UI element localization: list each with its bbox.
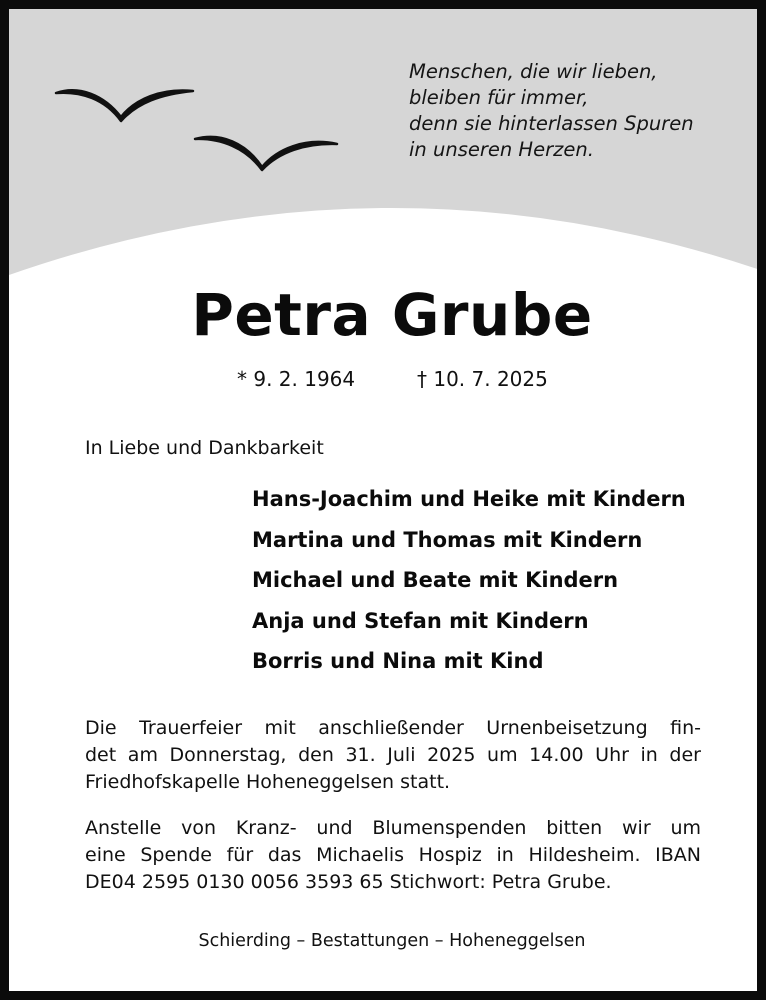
donation-paragraph [85, 815, 701, 896]
ceremony-paragraph [85, 715, 701, 796]
seagull-icon [56, 90, 193, 121]
paragraph-line: DE04 2595 0130 0056 3593 65 Stichwort: Petra Grube. [85, 871, 612, 893]
paragraph-line: det am Donnerstag, den 31. Juli 2025 um 14.00 Uhr in der [85, 744, 701, 766]
paragraph-line: Anstelle von Kranz- und Blumenspenden bitten wir um [85, 817, 701, 839]
paragraph-line: eine Spende für das Michaelis Hospiz in Hildesheim. IBAN [85, 844, 701, 866]
paragraph-line: Friedhofskapelle Hoheneggelsen statt. [85, 771, 451, 793]
funeral-home-footer: Schierding – Bestattungen – Hoheneggelsen [198, 931, 586, 951]
paragraph-line: Die Trauerfeier mit anschließender Urnenbeisetzung fin- [85, 717, 701, 739]
family-member: Hans-Joachim und Heike mit Kindern [252, 487, 686, 511]
quote-line: Menschen, die wir lieben, [409, 60, 658, 83]
deceased-name: Petra Grube [191, 281, 593, 349]
intro-text: In Liebe und Dankbarkeit [85, 437, 324, 459]
memorial-quote [409, 59, 749, 163]
quote-line: bleiben für immer, [409, 86, 589, 109]
birth-date: * 9. 2. 1964 [237, 367, 356, 391]
seagull-icon [195, 137, 337, 170]
death-date: † 10. 7. 2025 [417, 367, 548, 391]
family-member: Borris und Nina mit Kind [252, 649, 544, 673]
quote-line: in unseren Herzen. [409, 138, 594, 161]
family-member: Anja und Stefan mit Kindern [252, 608, 589, 633]
family-member: Martina und Thomas mit Kindern [252, 527, 643, 552]
quote-line: denn sie hinterlassen Spuren [409, 112, 694, 135]
family-member: Michael und Beate mit Kindern [252, 568, 619, 592]
family-list [252, 479, 686, 682]
